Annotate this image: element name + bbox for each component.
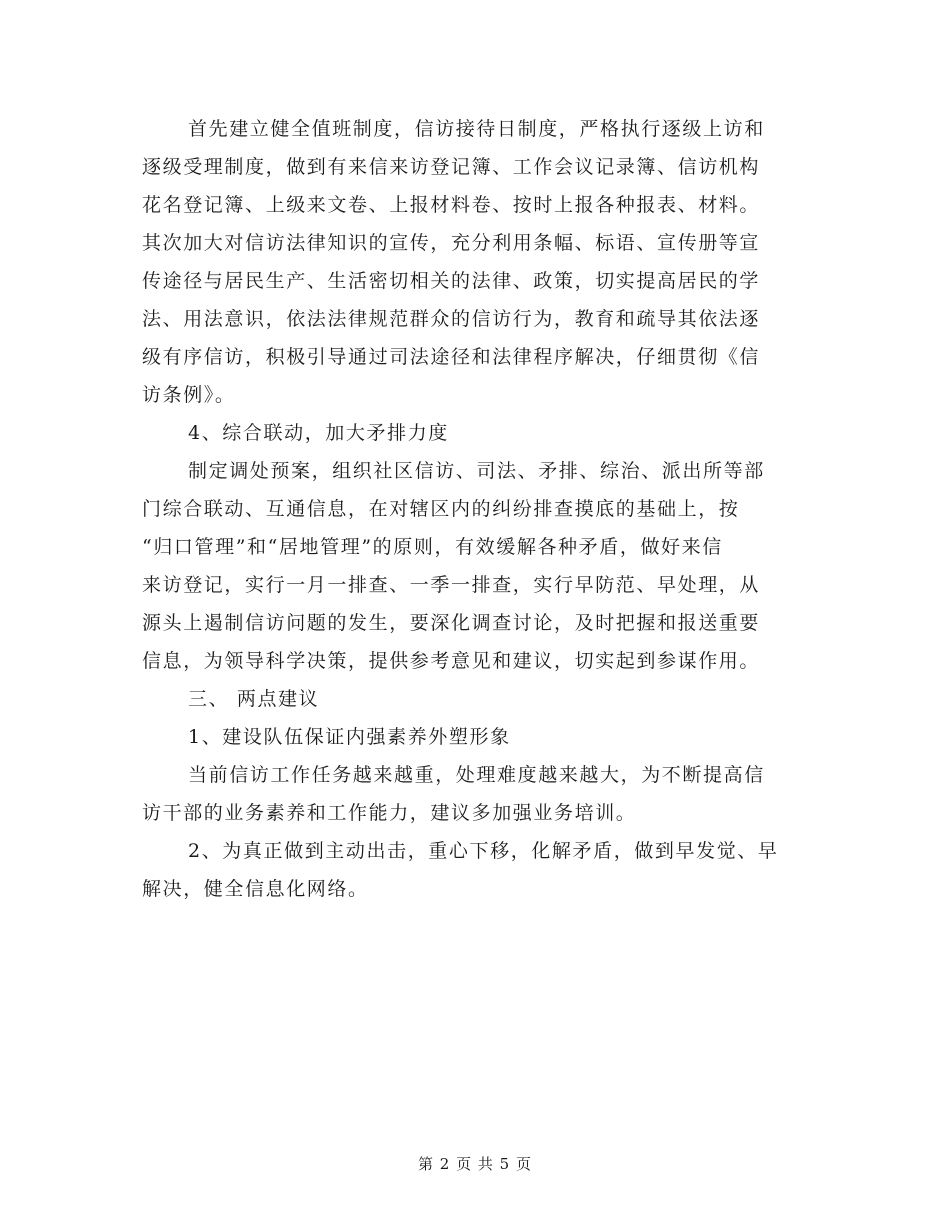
paragraph-line: 访干部的业务素养和工作能力，建议多加强业务培训。 (142, 802, 637, 824)
paragraph-line: 逐级受理制度，做到有来信来访登记簿、工作会议记录簿、信访机构 (142, 156, 761, 178)
paragraph-line: 访条例》。 (142, 384, 236, 406)
paragraph-line: “归口管理”和“居地管理”的原则，有效缓解各种矛盾，做好来信 (142, 536, 723, 558)
paragraph-line: 花名登记簿、上级来文卷、上报材料卷、按时上报各种报表、材料。 (142, 194, 761, 216)
paragraph-line: 源头上遏制信访问题的发生，要深化调查讨论，及时把握和报送重要 (142, 612, 761, 634)
paragraph-line: 法、用法意识，依法法律规范群众的信访行为，教育和疏导其依法逐 (142, 308, 761, 330)
paragraph-line: 传途径与居民生产、生活密切相关的法律、政策，切实提高居民的学 (142, 270, 761, 292)
paragraph-line: 来访登记，实行一月一排查、一季一排查，实行早防范、早处理，从 (142, 574, 761, 596)
paragraph-line: 信息，为领导科学决策，提供参考意见和建议，切实起到参谋作用。 (142, 650, 761, 672)
paragraph-line: 2、为真正做到主动出击，重心下移，化解矛盾，做到早发觉、早 (188, 840, 779, 862)
section-heading: 三、 两点建议 (188, 688, 320, 710)
document-body (142, 110, 810, 908)
paragraph-line: 解决，健全信息化网络。 (142, 878, 369, 900)
paragraph-line: 当前信访工作任务越来越重，处理难度越来越大，为不断提高信 (188, 764, 765, 786)
page-number-footer: 第 2 页 共 5 页 (418, 1155, 532, 1173)
section-heading: 4、综合联动，加大矛排力度 (188, 422, 449, 444)
paragraph-line: 其次加大对信访法律知识的宣传，充分利用条幅、标语、宣传册等宣 (142, 232, 761, 254)
paragraph-line: 制定调处预案，组织社区信访、司法、矛排、综治、派出所等部 (188, 460, 765, 482)
paragraph-line: 级有序信访，积极引导通过司法途径和法律程序解决，仔细贯彻《信 (142, 346, 761, 368)
paragraph-line: 首先建立健全值班制度，信访接待日制度，严格执行逐级上访和 (188, 118, 765, 140)
paragraph-line: 门综合联动、互通信息，在对辖区内的纠纷排查摸底的基础上，按 (142, 498, 740, 520)
subsection-heading: 1、建设队伍保证内强素养外塑形象 (188, 726, 511, 748)
